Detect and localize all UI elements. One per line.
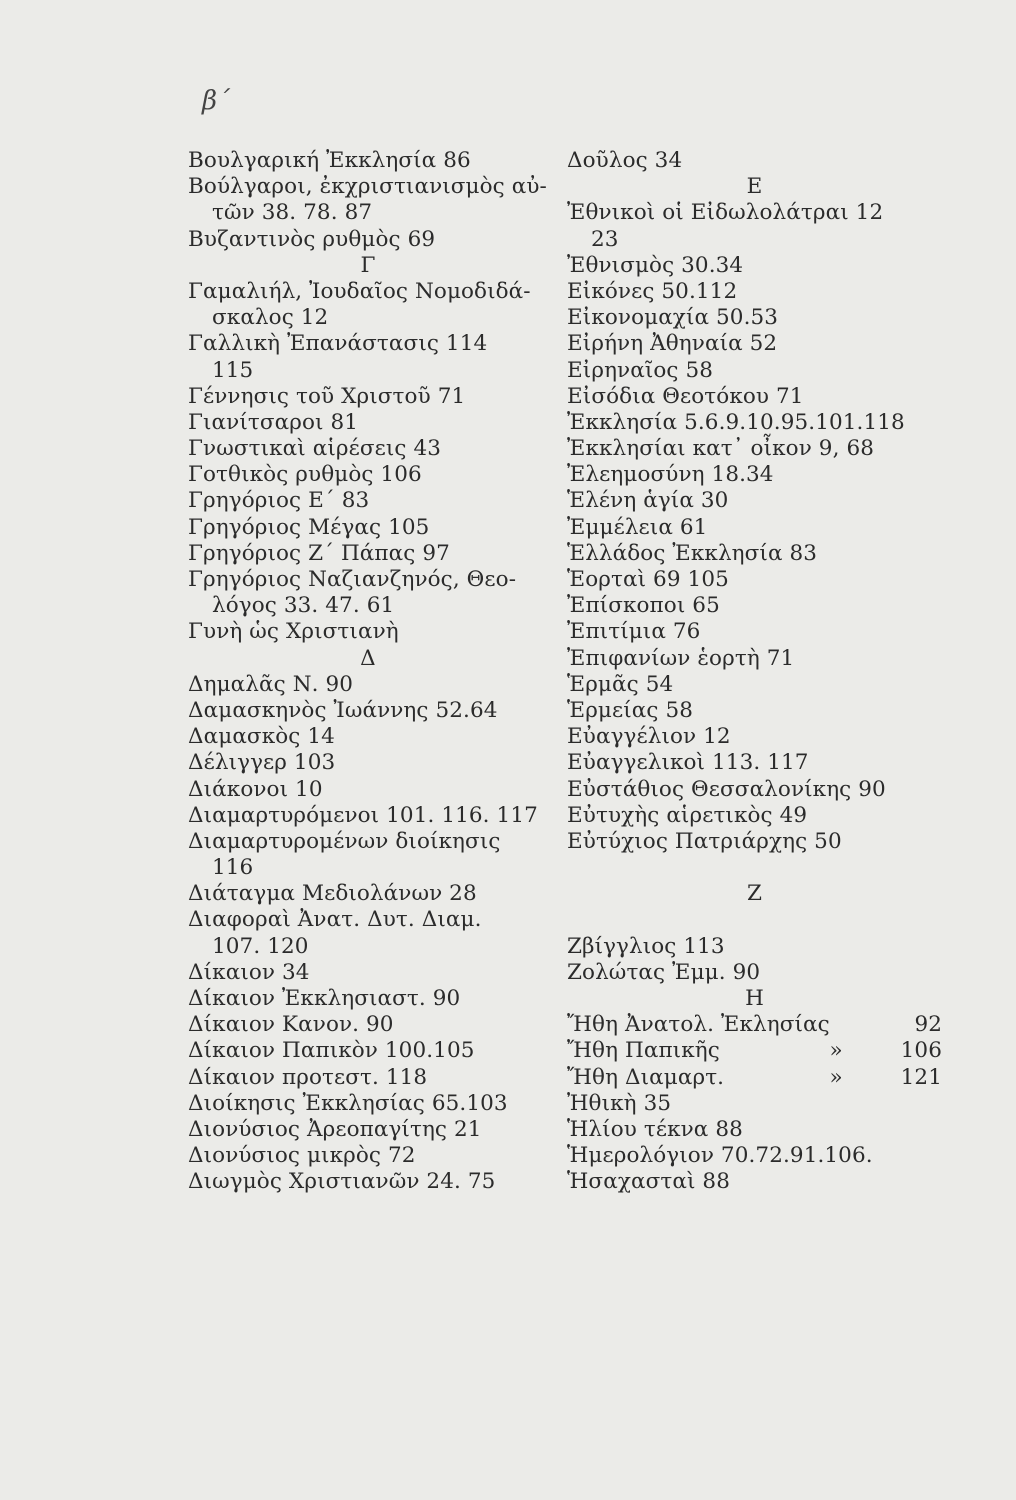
index-entry-continuation: τῶν 38. 78. 87 — [212, 200, 373, 226]
index-entry: Εἰσόδια Θεοτόκου 71 — [567, 383, 804, 409]
index-entry: Ἐπιφανίων ἑορτὴ 71 — [567, 645, 795, 671]
index-entry: Ἑρμείας 58 — [567, 697, 694, 723]
index-entry: Δίκαιον Κανον. 90 — [188, 1012, 394, 1038]
index-entry-page: 121 — [900, 1064, 942, 1090]
index-entry — [567, 1065, 942, 1091]
index-entry: Διαμαρτυρόμενοι 101. 116. 117 — [188, 802, 538, 828]
index-entry: Διάταγμα Μεδιολάνων 28 — [188, 881, 477, 907]
index-entry: Ἡλίου τέκνα 88 — [567, 1116, 743, 1142]
index-entry-term: Ἤθη Διαμαρτ. — [567, 1064, 725, 1090]
index-entry: Εὐστάθιος Θεσσαλονίκης 90 — [567, 776, 886, 802]
index-entry: Ἐθνισμὸς 30.34 — [567, 252, 744, 278]
index-entry: Γιανίτσαροι 81 — [188, 409, 359, 435]
index-entry: Δοῦλος 34 — [567, 148, 683, 173]
index-entry: Ἑρμᾶς 54 — [567, 671, 674, 697]
index-entry: Διονύσιος μικρὸς 72 — [188, 1143, 416, 1169]
index-entry: Διαφοραὶ Ἀνατ. Δυτ. Διαμ. — [188, 907, 482, 933]
index-entry: Εὐτυχὴς αἱρετικὸς 49 — [567, 802, 808, 828]
index-entry: Ἐλεημοσύνη 18.34 — [567, 462, 774, 488]
section-letter-gamma: Γ — [360, 252, 376, 278]
index-entry: Βούλγαροι, ἐκχριστιανισμὸς αὐ- — [188, 174, 547, 200]
index-entry: Ἐπιτίμια 76 — [567, 619, 701, 645]
index-entry: Γαμαλιήλ, Ἰουδαῖος Νομοδιδά- — [188, 278, 531, 304]
index-entry: Δαμασκηνὸς Ἰωάννης 52.64 — [188, 697, 498, 723]
index-entry: Ἐθνικοὶ οἱ Εἰδωλολάτραι 12 — [567, 200, 884, 226]
index-entry: Ἐκκλησία 5.6.9.10.95.101.118 — [567, 409, 905, 435]
index-entry: Ἑλένη ἁγία 30 — [567, 488, 729, 514]
index-entry-continuation: σκαλος 12 — [212, 305, 329, 331]
section-letter-zeta: Ζ — [746, 881, 763, 907]
index-entry: Γνωστικαὶ αἱρέσεις 43 — [188, 436, 442, 462]
index-entry: Διοίκησις Ἐκκλησίας 65.103 — [188, 1090, 508, 1116]
index-entry: Ζολώτας Ἐμμ. 90 — [567, 959, 761, 985]
index-entry: Εὐαγγέλιον 12 — [567, 724, 731, 750]
index-entry: Εἰκονομαχία 50.53 — [567, 305, 779, 331]
index-entry: Δίκαιον Παπικὸν 100.105 — [188, 1038, 475, 1064]
index-entry: Γυνὴ ὡς Χριστιανὴ — [188, 619, 399, 645]
index-entry-page: 106 — [900, 1038, 942, 1064]
index-entry: Βουλγαρική Ἐκκλησία 86 — [188, 148, 471, 173]
index-entry: Διονύσιος Ἀρεοπαγίτης 21 — [188, 1116, 482, 1142]
index-entry: Δίκαιον 34 — [188, 959, 310, 985]
index-entry: Γέννησις τοῦ Χριστοῦ 71 — [188, 383, 466, 409]
index-entry: Ἠθικὴ 35 — [567, 1090, 672, 1116]
index-entry: Γρηγόριος Ε΄ 83 — [188, 488, 370, 514]
index-entry: Ἑλλάδος Ἐκκλησία 83 — [567, 540, 818, 566]
index-entry — [567, 1012, 942, 1038]
index-entry: Ἑορταὶ 69 105 — [567, 567, 729, 592]
index-entry: Διάκονοι 10 — [188, 776, 323, 802]
index-entry: Διωγμὸς Χριστιανῶν 24. 75 — [188, 1169, 496, 1195]
index-entry: Εὐαγγελικοὶ 113. 117 — [567, 750, 809, 776]
index-entry: Εὐτύχιος Πατριάρχης 50 — [567, 828, 842, 854]
index-entry: Δημαλᾶς Ν. 90 — [188, 671, 354, 697]
index-entry: Δίκαιον Ἐκκλησιαστ. 90 — [188, 986, 461, 1011]
section-letter-eta: Η — [745, 986, 764, 1011]
index-entry: Γρηγόριος Ζ΄ Πάπας 97 — [188, 540, 450, 566]
index-entry-continuation: λόγος 33. 47. 61 — [212, 593, 395, 619]
section-letter-delta: Δ — [360, 645, 376, 671]
index-entry: Βυζαντινὸς ρυθμὸς 69 — [188, 226, 436, 252]
index-entry-term: Ἤθη Παπικῆς — [567, 1038, 720, 1064]
index-entry-continuation: 116 — [212, 855, 254, 881]
index-entry-page: 92 — [914, 1012, 942, 1038]
index-entry: Ζβίγγλιος 113 — [567, 933, 725, 959]
index-column-left — [188, 148, 548, 1196]
index-entry — [567, 1038, 942, 1064]
index-entry: Ἡσαχασταὶ 88 — [567, 1169, 730, 1195]
index-entry: Γρηγόριος Μέγας 105 — [188, 514, 430, 540]
index-entry: Ἡμερολόγιον 70.72.91.106. — [567, 1143, 873, 1169]
index-entry: Δίκαιον προτεστ. 118 — [188, 1064, 428, 1090]
index-column-right — [567, 148, 942, 1196]
ditto-mark: » — [829, 1038, 843, 1064]
index-entry: Εἰκόνες 50.112 — [567, 278, 738, 304]
index-entry: Ἐκκλησίαι κατ᾽ οἶκον 9, 68 — [567, 436, 875, 462]
index-entry: Δαμασκὸς 14 — [188, 724, 335, 750]
section-letter-epsilon: Ε — [746, 174, 763, 200]
index-entry: Διαμαρτυρομένων διοίκησις — [188, 828, 501, 854]
index-entry-continuation: 23 — [591, 226, 619, 252]
index-entry: Εἰρηναῖος 58 — [567, 357, 714, 383]
index-entry: Δέλιγγερ 103 — [188, 750, 336, 776]
index-entry: Εἰρήνη Ἀθηναία 52 — [567, 331, 778, 357]
index-entry: Γρηγόριος Ναζιανζηνός, Θεο- — [188, 567, 517, 592]
ditto-mark: » — [829, 1064, 843, 1090]
index-entry-continuation: 107. 120 — [212, 933, 309, 959]
page-number: β΄ — [202, 86, 231, 116]
index-entry: Ἐμμέλεια 61 — [567, 514, 708, 540]
index-entry-continuation: 115 — [212, 357, 254, 383]
index-entry-term: Ἤθη Ἀνατολ. Ἐκλησίας — [567, 1012, 830, 1038]
index-entry: Ἐπίσκοποι 65 — [567, 593, 720, 619]
index-entry: Γοτθικὸς ρυθμὸς 106 — [188, 462, 422, 488]
index-entry: Γαλλικὴ Ἐπανάστασις 114 — [188, 331, 488, 357]
